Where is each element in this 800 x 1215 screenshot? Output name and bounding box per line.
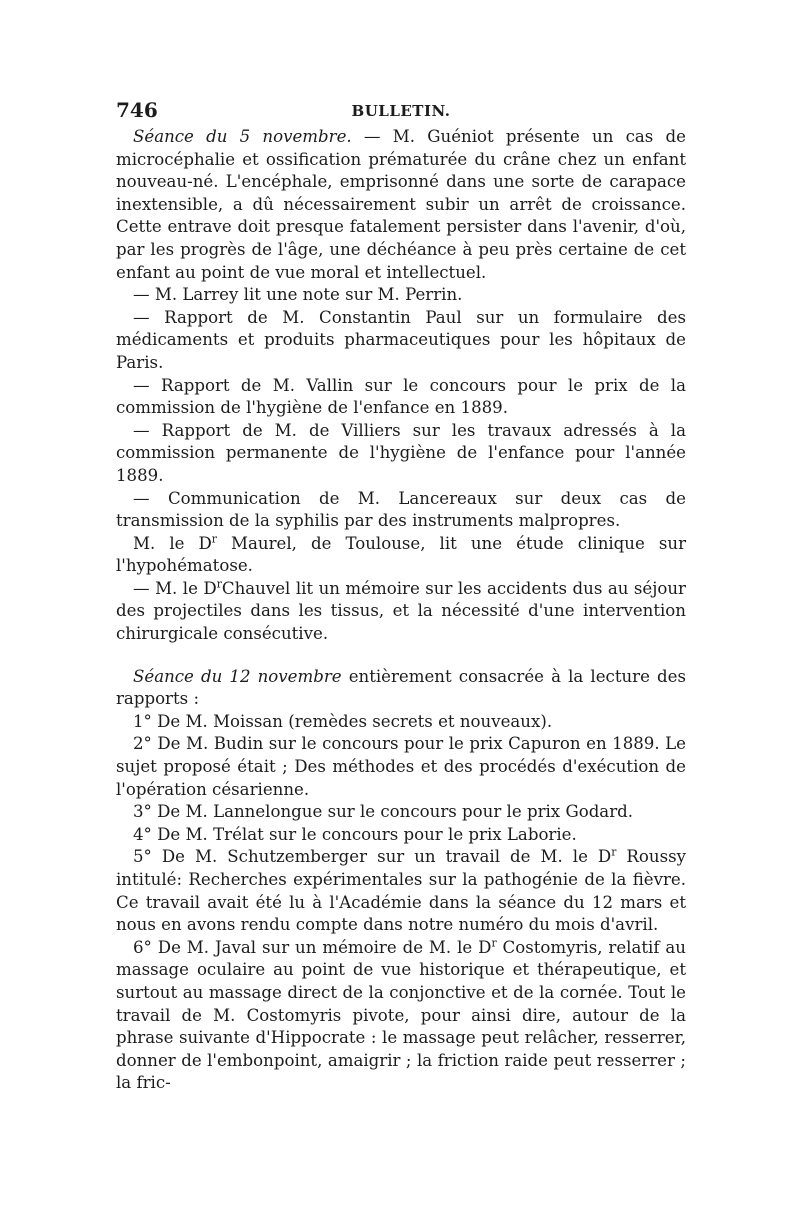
paragraph-de-villiers: — Rapport de M. de Villiers sur les travaux adressés à la commission permanente de l'hygiène de l'enfance pour l'année 1889. bbox=[116, 420, 686, 485]
superscript: r bbox=[611, 845, 617, 859]
paragraph-larrey: — M. Larrey lit une note sur M. Perrin. bbox=[133, 285, 463, 305]
paragraph-maurel bbox=[116, 533, 686, 578]
paragraph-lannelongue: 3° De M. Lannelongue sur le concours pour le prix Godard. bbox=[133, 802, 634, 822]
superscript: r bbox=[211, 532, 217, 546]
text-part: — M. le D bbox=[133, 578, 217, 598]
paragraph-schutzemberger bbox=[116, 846, 686, 936]
page-number: 746 bbox=[116, 98, 158, 122]
session-date-heading: Séance du 12 novembre bbox=[133, 666, 342, 686]
paragraph-vallin: — Rapport de M. Vallin sur le concours pour le prix de la commission de l'hygiène de l'enfance en 1889. bbox=[116, 375, 686, 418]
session-date-heading: Séance du 5 novembre. bbox=[133, 127, 352, 146]
paragraph-chauvel bbox=[116, 578, 686, 646]
paragraph-constantin-paul: — Rapport de M. Constantin Paul sur un formulaire des médicaments et produits pharmaceutiques pour les hôpitaux de Paris. bbox=[116, 307, 686, 372]
running-title: BULLETIN. bbox=[351, 102, 451, 120]
paragraph-seance-5-novembre bbox=[116, 126, 686, 284]
superscript: r bbox=[491, 936, 497, 950]
text-part: Costomyris, relatif au massage oculaire au point de vue historique et thérapeutique, et surtout au massage direct de la conjonctive et de la cornée. Tout le travail de M. Costomyris pivote, pour ainsi dire, autour de la phrase suivante d'Hippocrate : le massage peut relâcher, resserrer, donner de l'embonpoint, amaigrir ; la friction raide peut resserrer ; la fric- bbox=[116, 937, 686, 1093]
text-part: Chauvel lit un mémoire sur les accidents dus au séjour des projectiles dans les tissus, et la nécessité d'une intervention chirurgicale consécutive. bbox=[116, 578, 686, 644]
paragraph-moissan: 1° De M. Moissan (remèdes secrets et nouveaux). bbox=[133, 711, 553, 731]
paragraph-text: entièrement consacrée à la lecture des rapports : bbox=[116, 666, 686, 709]
paragraph-javal bbox=[116, 937, 686, 1095]
paragraph-lancereaux: — Communication de M. Lancereaux sur deux cas de transmission de la syphilis par des instruments malpropres. bbox=[116, 488, 686, 531]
text-part: Roussy intitulé: Recherches expérimentales sur la pathogénie de la fièvre. Ce travail avait été lu à l'Académie dans la séance du 12 mars et nous en avons rendu compte dans notre numéro du mois d'avril. bbox=[116, 847, 687, 935]
text-part: M. le D bbox=[133, 533, 212, 553]
page-header bbox=[116, 98, 686, 128]
text-part: 5° De M. Schutzemberger sur un travail de M. le D bbox=[133, 847, 612, 867]
body-text bbox=[116, 126, 686, 1095]
paragraph-seance-12-novembre bbox=[116, 666, 686, 711]
paragraph-text: — M. Guéniot présente un cas de microcéphalie et ossification prématurée du crâne chez un enfant nouveau-né. L'encéphale, emprisonné dans une sorte de carapace inextensible, a dû nécessairement subir un arrêt de croissance. Cette entrave doit presque fatalement persister dans l'avenir, d'où, par les progrès de l'âge, une déchéance à peu près certaine de cet enfant au point de vue moral et intellectuel. bbox=[116, 127, 686, 282]
paragraph-trelat: 4° De M. Trélat sur le concours pour le prix Laborie. bbox=[133, 824, 577, 844]
text-part: 6° De M. Javal sur un mémoire de M. le D bbox=[133, 937, 492, 957]
paragraph-budin: 2° De M. Budin sur le concours pour le prix Capuron en 1889. Le sujet proposé était ; Des méthodes et des procédés d'exécution de l'opération césarienne. bbox=[116, 734, 686, 799]
superscript: r bbox=[216, 577, 222, 591]
text-part: Maurel, de Toulouse, lit une étude clinique sur l'hypohématose. bbox=[116, 533, 686, 576]
